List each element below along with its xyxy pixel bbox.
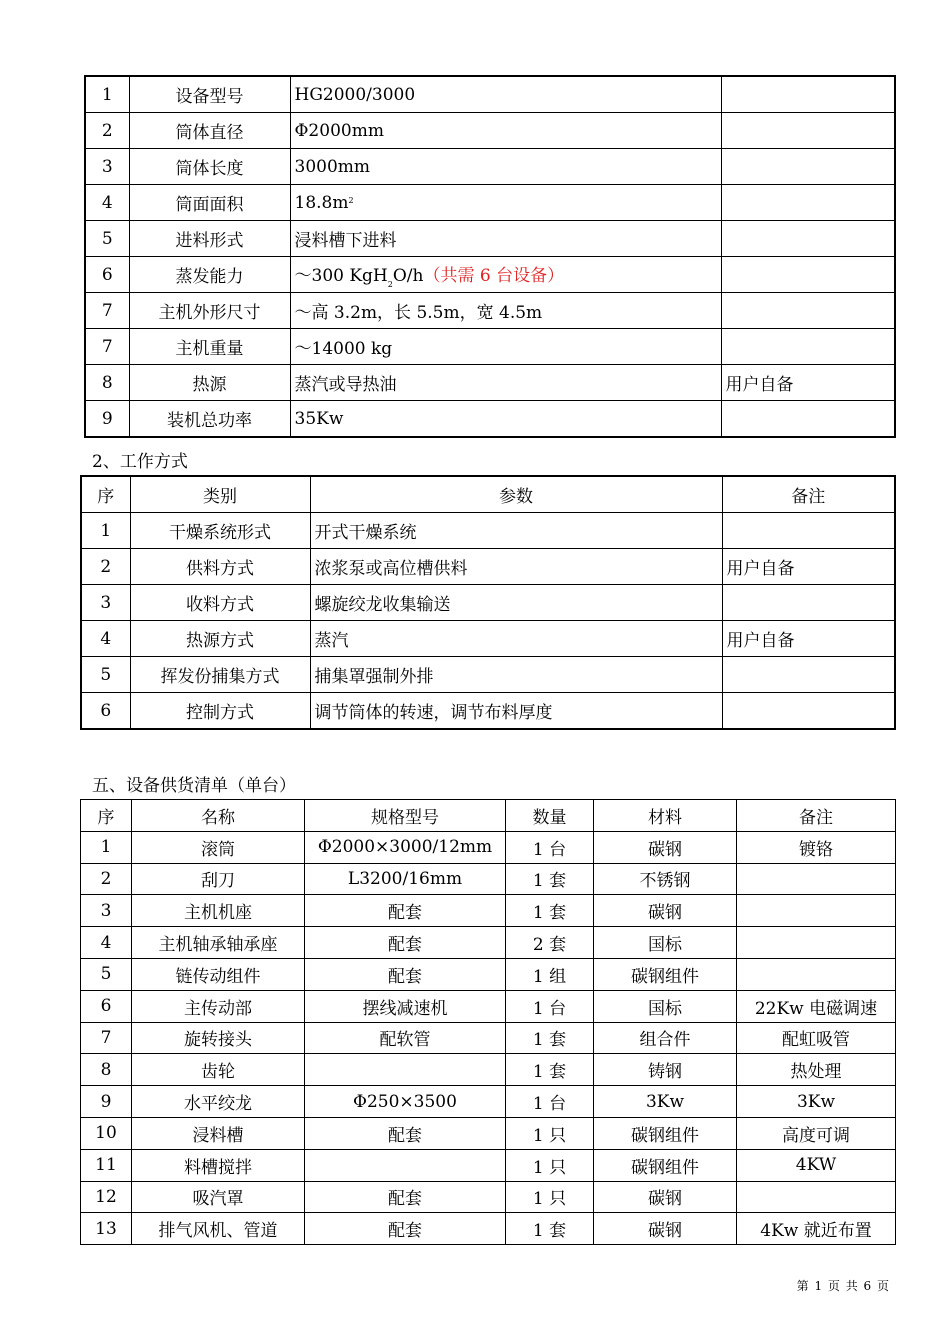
spec-value-highlight: （共需 6 台设备） bbox=[423, 265, 565, 286]
work-mode-table bbox=[80, 475, 896, 730]
row-number: 5 bbox=[81, 657, 130, 693]
row-number: 6 bbox=[81, 693, 130, 730]
header-spec: 规格型号 bbox=[305, 800, 506, 832]
spec-value bbox=[290, 113, 721, 149]
table-row bbox=[85, 221, 895, 257]
supply-qty: 1 套 bbox=[506, 895, 594, 927]
supply-name: 刮刀 bbox=[132, 863, 305, 895]
work-param: 调节筒体的转速，调节布料厚度 bbox=[310, 693, 722, 730]
row-number: 4 bbox=[81, 621, 130, 657]
spec-value bbox=[290, 257, 721, 293]
spec-item: 设备型号 bbox=[129, 76, 290, 113]
supply-material: 碳钢 bbox=[594, 895, 737, 927]
supply-qty: 1 只 bbox=[506, 1181, 594, 1213]
supply-material: 碳钢 bbox=[594, 831, 737, 863]
row-number: 2 bbox=[85, 113, 129, 149]
spec-item: 主机外形尺寸 bbox=[129, 293, 290, 329]
table-row bbox=[81, 621, 895, 657]
supply-name: 吸汽罩 bbox=[132, 1181, 305, 1213]
row-number: 13 bbox=[81, 1213, 132, 1245]
work-param: 开式干燥系统 bbox=[310, 513, 722, 549]
work-param: 捕集罩强制外排 bbox=[310, 657, 722, 693]
table-row bbox=[85, 113, 895, 149]
work-mode-heading: 2、工作方式 bbox=[92, 452, 188, 472]
header-no: 序 bbox=[81, 800, 132, 832]
supply-note bbox=[737, 895, 896, 927]
supply-spec: 配套 bbox=[305, 958, 506, 990]
supply-material: 3Kw bbox=[594, 1086, 737, 1118]
work-category: 收料方式 bbox=[130, 585, 310, 621]
supply-note: 镀铬 bbox=[737, 831, 896, 863]
supply-spec: 配套 bbox=[305, 1117, 506, 1149]
table-row bbox=[81, 990, 896, 1022]
spec-value bbox=[290, 149, 721, 185]
supply-spec: 配软管 bbox=[305, 1022, 506, 1054]
spec-item: 热源 bbox=[129, 365, 290, 401]
table-row bbox=[81, 1181, 896, 1213]
work-note: 用户自备 bbox=[722, 549, 895, 585]
spec-item: 筒面面积 bbox=[129, 185, 290, 221]
work-mode-table-body bbox=[81, 513, 895, 730]
supply-note bbox=[737, 1181, 896, 1213]
table-row bbox=[81, 1086, 896, 1118]
spec-value-text: 18.8m bbox=[294, 192, 349, 213]
spec-value-subscript: 2 bbox=[387, 279, 393, 289]
supply-note: 高度可调 bbox=[737, 1117, 896, 1149]
header-name: 名称 bbox=[132, 800, 305, 832]
supply-qty: 1 台 bbox=[506, 1086, 594, 1118]
spec-note bbox=[721, 293, 895, 329]
spec-table bbox=[84, 75, 896, 438]
table-row bbox=[85, 149, 895, 185]
supply-name: 料槽搅拌 bbox=[132, 1149, 305, 1181]
spec-value-text: ～300 KgH bbox=[294, 265, 388, 286]
supply-list-heading: 五、设备供货清单（单台） bbox=[92, 776, 296, 796]
supply-note bbox=[737, 958, 896, 990]
table-row bbox=[81, 927, 896, 959]
row-number: 11 bbox=[81, 1149, 132, 1181]
supply-qty: 2 套 bbox=[506, 927, 594, 959]
supply-note bbox=[737, 927, 896, 959]
supply-material: 国标 bbox=[594, 990, 737, 1022]
spec-item: 装机总功率 bbox=[129, 401, 290, 438]
row-number: 1 bbox=[81, 513, 130, 549]
supply-name: 链传动组件 bbox=[132, 958, 305, 990]
row-number: 12 bbox=[81, 1181, 132, 1213]
supply-qty: 1 台 bbox=[506, 990, 594, 1022]
header-category: 类别 bbox=[130, 476, 310, 513]
row-number: 5 bbox=[85, 221, 129, 257]
table-row bbox=[85, 76, 895, 113]
table-row bbox=[81, 1022, 896, 1054]
spec-value bbox=[290, 293, 721, 329]
supply-note: 配虹吸管 bbox=[737, 1022, 896, 1054]
row-number: 7 bbox=[85, 329, 129, 365]
table-row bbox=[85, 329, 895, 365]
row-number: 3 bbox=[81, 895, 132, 927]
supply-material: 铸钢 bbox=[594, 1054, 737, 1086]
spec-item: 进料形式 bbox=[129, 221, 290, 257]
table-row bbox=[85, 293, 895, 329]
supply-qty: 1 套 bbox=[506, 1213, 594, 1245]
row-number: 3 bbox=[81, 585, 130, 621]
row-number: 5 bbox=[81, 958, 132, 990]
spec-note bbox=[721, 257, 895, 293]
table-row bbox=[81, 693, 895, 730]
row-number: 4 bbox=[85, 185, 129, 221]
table-row bbox=[81, 549, 895, 585]
supply-note bbox=[737, 863, 896, 895]
supply-spec bbox=[305, 1149, 506, 1181]
work-param: 浓浆泵或高位槽供料 bbox=[310, 549, 722, 585]
work-param: 蒸汽 bbox=[310, 621, 722, 657]
supply-spec: L3200/16mm bbox=[305, 863, 506, 895]
header-qty: 数量 bbox=[506, 800, 594, 832]
table-row bbox=[81, 958, 896, 990]
spec-note bbox=[721, 113, 895, 149]
header-no: 序 bbox=[81, 476, 130, 513]
supply-qty: 1 台 bbox=[506, 831, 594, 863]
spec-note bbox=[721, 76, 895, 113]
spec-note bbox=[721, 221, 895, 257]
supply-note: 4KW bbox=[737, 1149, 896, 1181]
work-category: 干燥系统形式 bbox=[130, 513, 310, 549]
work-category: 热源方式 bbox=[130, 621, 310, 657]
spec-item: 主机重量 bbox=[129, 329, 290, 365]
table-row bbox=[81, 657, 895, 693]
supply-spec bbox=[305, 1054, 506, 1086]
table-row bbox=[81, 1117, 896, 1149]
supply-qty: 1 只 bbox=[506, 1117, 594, 1149]
row-number: 2 bbox=[81, 549, 130, 585]
header-note: 备注 bbox=[722, 476, 895, 513]
row-number: 8 bbox=[85, 365, 129, 401]
supply-name: 齿轮 bbox=[132, 1054, 305, 1086]
supply-material: 不锈钢 bbox=[594, 863, 737, 895]
row-number: 6 bbox=[81, 990, 132, 1022]
supply-qty: 1 组 bbox=[506, 958, 594, 990]
work-category: 控制方式 bbox=[130, 693, 310, 730]
spec-note bbox=[721, 401, 895, 438]
work-note bbox=[722, 585, 895, 621]
supply-note: 3Kw bbox=[737, 1086, 896, 1118]
row-number: 1 bbox=[81, 831, 132, 863]
row-number: 2 bbox=[81, 863, 132, 895]
supply-note: 热处理 bbox=[737, 1054, 896, 1086]
table-row bbox=[81, 863, 896, 895]
header-param: 参数 bbox=[310, 476, 722, 513]
header-material: 材料 bbox=[594, 800, 737, 832]
supply-list-table bbox=[80, 799, 896, 1245]
supply-name: 主传动部 bbox=[132, 990, 305, 1022]
supply-header-row bbox=[81, 800, 896, 832]
table-row bbox=[85, 257, 895, 293]
spec-value-text: HG2000/3000 bbox=[294, 84, 416, 105]
spec-note: 用户自备 bbox=[721, 365, 895, 401]
spec-table-body bbox=[85, 76, 895, 437]
header-note: 备注 bbox=[737, 800, 896, 832]
row-number: 9 bbox=[81, 1086, 132, 1118]
supply-material: 碳钢 bbox=[594, 1213, 737, 1245]
spec-item: 筒体直径 bbox=[129, 113, 290, 149]
spec-item: 蒸发能力 bbox=[129, 257, 290, 293]
supply-spec: 配套 bbox=[305, 1213, 506, 1245]
spec-note bbox=[721, 329, 895, 365]
table-row bbox=[81, 1149, 896, 1181]
table-row bbox=[85, 365, 895, 401]
supply-material: 国标 bbox=[594, 927, 737, 959]
work-mode-header-row bbox=[81, 476, 895, 513]
spec-value bbox=[290, 76, 721, 113]
spec-value bbox=[290, 365, 721, 401]
work-note bbox=[722, 513, 895, 549]
supply-name: 滚筒 bbox=[132, 831, 305, 863]
row-number: 8 bbox=[81, 1054, 132, 1086]
table-row bbox=[81, 1054, 896, 1086]
supply-name: 主机机座 bbox=[132, 895, 305, 927]
spec-value-text: 浸料槽下进料 bbox=[294, 231, 397, 251]
spec-note bbox=[721, 149, 895, 185]
supply-qty: 1 套 bbox=[506, 863, 594, 895]
table-row bbox=[85, 401, 895, 438]
supply-note: 4Kw 就近布置 bbox=[737, 1213, 896, 1245]
spec-item: 筒体长度 bbox=[129, 149, 290, 185]
supply-material: 组合件 bbox=[594, 1022, 737, 1054]
supply-note: 22Kw 电磁调速 bbox=[737, 990, 896, 1022]
spec-value bbox=[290, 329, 721, 365]
supply-name: 浸料槽 bbox=[132, 1117, 305, 1149]
work-note bbox=[722, 693, 895, 730]
supply-qty: 1 套 bbox=[506, 1022, 594, 1054]
spec-note bbox=[721, 185, 895, 221]
row-number: 6 bbox=[85, 257, 129, 293]
spec-value-text: ～14000 kg bbox=[294, 339, 393, 359]
spec-value-tail: O/h bbox=[392, 265, 424, 286]
work-category: 挥发份捕集方式 bbox=[130, 657, 310, 693]
spec-value-text: Φ2000mm bbox=[294, 120, 384, 141]
row-number: 10 bbox=[81, 1117, 132, 1149]
supply-material: 碳钢组件 bbox=[594, 958, 737, 990]
table-row bbox=[81, 513, 895, 549]
spec-value bbox=[290, 185, 721, 221]
supply-list-table-body bbox=[81, 831, 896, 1244]
supply-spec: 配套 bbox=[305, 895, 506, 927]
supply-spec: Φ250×3500 bbox=[305, 1086, 506, 1118]
table-row bbox=[81, 831, 896, 863]
work-param: 螺旋绞龙收集输送 bbox=[310, 585, 722, 621]
supply-name: 主机轴承轴承座 bbox=[132, 927, 305, 959]
supply-spec: 配套 bbox=[305, 1181, 506, 1213]
supply-material: 碳钢 bbox=[594, 1181, 737, 1213]
page-number: 第 1 页 共 6 页 bbox=[796, 1279, 890, 1293]
row-number: 3 bbox=[85, 149, 129, 185]
spec-value-superscript: 2 bbox=[348, 195, 354, 205]
supply-spec: Φ2000×3000/12mm bbox=[305, 831, 506, 863]
supply-name: 旋转接头 bbox=[132, 1022, 305, 1054]
row-number: 7 bbox=[85, 293, 129, 329]
supply-name: 排气风机、管道 bbox=[132, 1213, 305, 1245]
spec-value bbox=[290, 221, 721, 257]
work-category: 供料方式 bbox=[130, 549, 310, 585]
supply-spec: 摆线减速机 bbox=[305, 990, 506, 1022]
table-row bbox=[81, 585, 895, 621]
work-note: 用户自备 bbox=[722, 621, 895, 657]
table-row bbox=[81, 1213, 896, 1245]
spec-value-text: 35Kw bbox=[294, 408, 344, 429]
spec-value-text: 3000mm bbox=[294, 156, 371, 177]
row-number: 4 bbox=[81, 927, 132, 959]
supply-qty: 1 套 bbox=[506, 1054, 594, 1086]
supply-spec: 配套 bbox=[305, 927, 506, 959]
spec-value-text: ～高 3.2m，长 5.5m，宽 4.5m bbox=[294, 303, 543, 323]
row-number: 9 bbox=[85, 401, 129, 438]
supply-material: 碳钢组件 bbox=[594, 1149, 737, 1181]
work-note bbox=[722, 657, 895, 693]
supply-qty: 1 只 bbox=[506, 1149, 594, 1181]
table-row bbox=[81, 895, 896, 927]
spec-value-text: 蒸汽或导热油 bbox=[294, 375, 397, 395]
row-number: 7 bbox=[81, 1022, 132, 1054]
table-row bbox=[85, 185, 895, 221]
supply-material: 碳钢组件 bbox=[594, 1117, 737, 1149]
spec-value bbox=[290, 401, 721, 438]
supply-name: 水平绞龙 bbox=[132, 1086, 305, 1118]
row-number: 1 bbox=[85, 76, 129, 113]
